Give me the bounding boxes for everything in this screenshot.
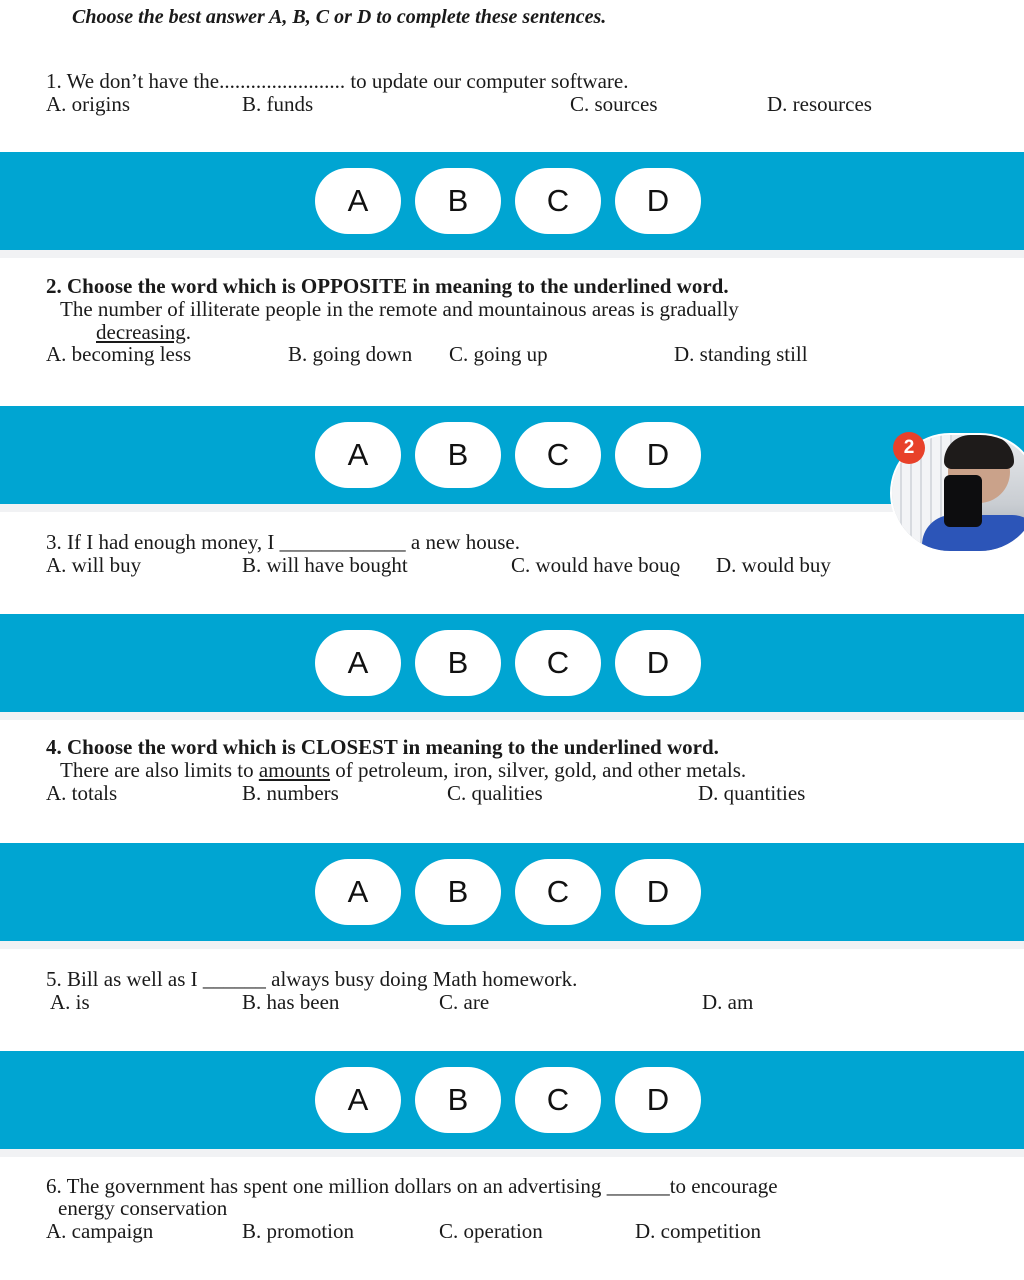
answer-b-button[interactable]: B (415, 859, 501, 925)
answer-a-button[interactable]: A (315, 168, 401, 234)
answer-d-button[interactable]: D (615, 422, 701, 488)
answer-a-button[interactable]: A (315, 422, 401, 488)
question-1-option-b: B. funds (242, 92, 314, 116)
answer-d-button[interactable]: D (615, 859, 701, 925)
question-3-option-c: C. would have bouϱ (511, 553, 681, 577)
question-2-option-b: B. going down (288, 342, 413, 366)
answer-d-button[interactable]: D (615, 168, 701, 234)
question-3-option-b: B. will have bought (242, 553, 408, 577)
question-6-option-d: D. competition (635, 1219, 761, 1243)
answer-c-button[interactable]: C (515, 422, 601, 488)
answer-a-button[interactable]: A (315, 630, 401, 696)
question-5-option-a: A. is (50, 990, 90, 1014)
notification-count-badge: 2 (893, 432, 925, 464)
question-6-option-b: B. promotion (242, 1219, 355, 1243)
question-6-option-c: C. operation (439, 1219, 543, 1243)
question-3-option-d: D. would buy (716, 553, 831, 577)
answer-c-button[interactable]: C (515, 630, 601, 696)
video-person-hair (944, 435, 1014, 469)
video-phone (944, 475, 982, 527)
question-1-option-c: C. sources (570, 92, 658, 116)
divider (0, 941, 1024, 949)
answer-a-button[interactable]: A (315, 1067, 401, 1133)
instruction-heading: Choose the best answer A, B, C or D to complete these sentences. (72, 6, 607, 28)
answer-b-button[interactable]: B (415, 630, 501, 696)
divider (0, 712, 1024, 720)
answer-blank: ______ (606, 1174, 670, 1198)
stem-end: a new house. (410, 530, 520, 554)
answer-blank: ____________ (279, 530, 406, 554)
question-4-sentence (60, 758, 746, 783)
answer-bar-4 (0, 843, 1024, 941)
question-5-stem (46, 967, 577, 992)
stem-start: 3. If I had enough money, I (46, 530, 275, 554)
answer-bar-3 (0, 614, 1024, 712)
question-2-option-a: A. becoming less (46, 342, 192, 366)
question-5-option-d: D. am (702, 990, 754, 1014)
question-6-stem-line-2: energy conservation (58, 1196, 228, 1220)
divider (0, 504, 1024, 512)
answer-bar-5 (0, 1051, 1024, 1149)
question-1-stem: 1. We don’t have the........................ to update our computer software. (46, 69, 629, 93)
stem-start: 5. Bill as well as I (46, 967, 198, 991)
underlined-word: decreasing (96, 320, 186, 344)
question-2-sentence: The number of illiterate people in the remote and mountainous areas is gradually (60, 297, 739, 321)
answer-a-button[interactable]: A (315, 859, 401, 925)
question-1-option-d: D. resources (767, 92, 872, 116)
stem-start: 6. The government has spent one million dollars on an advertising (46, 1174, 602, 1198)
question-3-option-a: A. will buy (46, 553, 142, 577)
question-4-option-a: A. totals (46, 781, 118, 805)
question-5-option-b: B. has been (242, 990, 340, 1014)
answer-c-button[interactable]: C (515, 859, 601, 925)
answer-b-button[interactable]: B (415, 422, 501, 488)
answer-c-button[interactable]: C (515, 168, 601, 234)
question-1-option-a: A. origins (46, 92, 130, 116)
divider (0, 250, 1024, 258)
answer-blank: ______ (202, 967, 266, 991)
question-6-option-a: A. campaign (46, 1219, 154, 1243)
question-4-option-c: C. qualities (447, 781, 543, 805)
answer-b-button[interactable]: B (415, 1067, 501, 1133)
answer-c-button[interactable]: C (515, 1067, 601, 1133)
sentence-start: There are also limits to (60, 758, 254, 782)
underlined-word: amounts (258, 758, 331, 782)
question-3-stem (46, 530, 520, 555)
question-4-option-b: B. numbers (242, 781, 339, 805)
punctuation: . (185, 320, 192, 344)
answer-b-button[interactable]: B (415, 168, 501, 234)
sentence-end: of petroleum, iron, silver, gold, and other metals. (335, 758, 747, 782)
answer-bar-1 (0, 152, 1024, 250)
question-4-option-d: D. quantities (698, 781, 806, 805)
question-5-option-c: C. are (439, 990, 490, 1014)
stem-end: always busy doing Math homework. (271, 967, 578, 991)
answer-d-button[interactable]: D (615, 1067, 701, 1133)
question-2-directive: 2. Choose the word which is OPPOSITE in meaning to the underlined word. (46, 274, 729, 298)
question-2-option-c: C. going up (449, 342, 548, 366)
question-2-option-d: D. standing still (674, 342, 808, 366)
divider (0, 1149, 1024, 1157)
stem-end: to encourage (669, 1174, 778, 1198)
question-4-directive: 4. Choose the word which is CLOSEST in meaning to the underlined word. (46, 735, 719, 759)
answer-bar-2 (0, 406, 1024, 504)
answer-d-button[interactable]: D (615, 630, 701, 696)
